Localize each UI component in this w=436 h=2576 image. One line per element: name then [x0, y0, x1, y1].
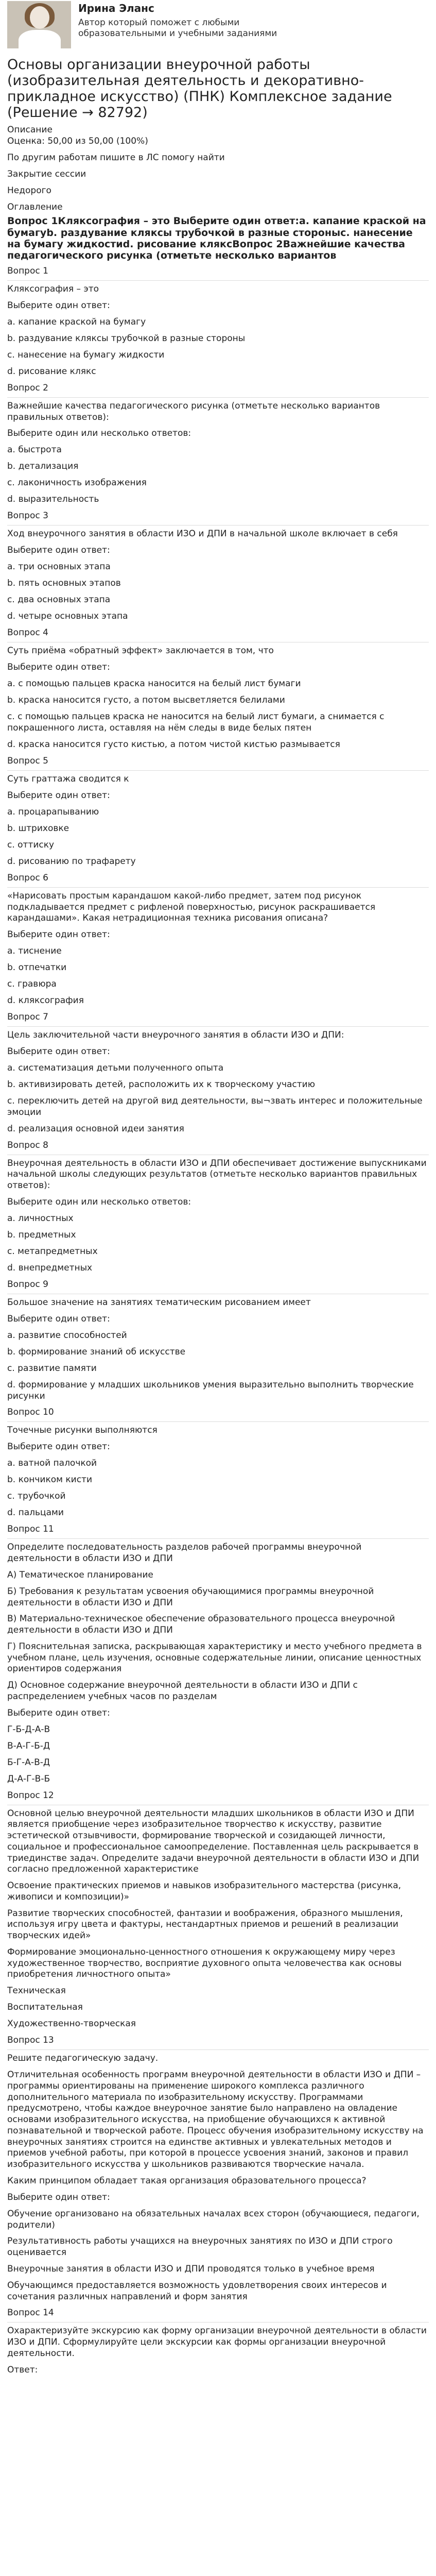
sequence-item: Б) Требования к результатам усвоения обучающимися программы внеурочной деятельности в области ИЗО и ДПИ: [7, 1586, 374, 1608]
answer-option[interactable]: a. развитие способностей: [7, 1330, 127, 1341]
question-number: Вопрос 8: [7, 1140, 48, 1150]
question-10: [7, 1407, 429, 1519]
answer-prompt: Выберите один или несколько ответов:: [7, 428, 191, 439]
question-11: [7, 1524, 429, 1785]
question-divider: [7, 397, 429, 398]
question-number: Вопрос 13: [7, 2035, 54, 2046]
answer-option[interactable]: d. формирование у младших школьников умения выразительно выполнить творческие рисунки: [7, 1379, 414, 1401]
answer-option[interactable]: d. внепредметных: [7, 1262, 93, 1273]
answer-option[interactable]: a. ватной палочкой: [7, 1458, 97, 1469]
question-14: [7, 2308, 429, 2376]
answer-option[interactable]: d. рисование клякс: [7, 366, 96, 377]
toc-summary: Вопрос 1Кляксография – это Выберите один ответ:a. капание краской на бумагуb. раздувание кляксы трубочкой в разные стороныc. нанесение на бумагу жидкостиd. рисование кляксВопрос 2Важнейшие качества педагогического рисунка (отметьте несколько вариантов: [7, 215, 426, 262]
question-12: [7, 1790, 429, 2030]
question-number: Вопрос 7: [7, 1012, 48, 1023]
meta-score: Оценка: 50,00 из 50,00 (100%): [7, 136, 148, 147]
answer-prompt: Выберите один ответ:: [7, 1707, 110, 1718]
author-name[interactable]: Ирина Эланс: [78, 2, 154, 14]
answer-option[interactable]: a. тиснение: [7, 946, 62, 957]
answer-option[interactable]: c. лаконичность изображения: [7, 478, 147, 488]
author-info: [78, 1, 294, 40]
answer-option[interactable]: c. два основных этапа: [7, 595, 111, 605]
question-paragraph: Развитие творческих способностей, фантазии и воображения, образного мышления, используя игру цвета и фактуры, нестандартных приемов и решений в реализации творческих идей»: [7, 1908, 403, 1941]
question-text: Определите последовательность разделов рабочей программы внеурочной деятельности в области ИЗО и ДПИ: [7, 1542, 362, 1564]
answer-option[interactable]: c. переключить детей на другой вид деятельности, вы¬звать интерес и положительные эмоции: [7, 1096, 423, 1117]
answer-option[interactable]: a. личностных: [7, 1213, 74, 1224]
page-title: Основы организации внеурочной работы (изобразительная деятельность и декоративно-прикладное искусство) (ПНК) Комплексное задание (Решение → 82792): [7, 57, 392, 121]
answer-prompt: Выберите один или несколько ответов:: [7, 1196, 191, 1207]
questions-list: [7, 266, 429, 1519]
answer-option[interactable]: b. активизировать детей, расположить их к творческому участию: [7, 1079, 316, 1090]
answer-option[interactable]: a. с помощью пальцев краска наносится на белый лист бумаги: [7, 679, 301, 689]
answer-option[interactable]: d. краска наносится густо кистью, а потом чистой кистью размывается: [7, 739, 340, 750]
question-8: [7, 1140, 429, 1274]
answer-option[interactable]: c. оттиску: [7, 839, 55, 850]
sequence-item: Г) Пояснительная записка, раскрывающая характеристику и место учебного предмета в учебном плане, цель изучения, основные содержательные линии, описание ценностных ориентиров содержания: [7, 1641, 422, 1674]
question-text: «Нарисовать простым карандашом какой-либо предмет, затем под рисунок подкладывается предмет с рифленой поверхностью, рисунок раскрашивается карандашами». Какая нетрадиционная техника рисования описана?: [7, 890, 376, 924]
answer-option[interactable]: c. с помощью пальцев краска не наносится на белый лист бумаги, а снимается с покрашенного листа, оставляя на нём следы в виде белых пятен: [7, 711, 385, 734]
status-session: Закрытие сессии: [7, 169, 86, 180]
question-text: Внеурочная деятельность в области ИЗО и ДПИ обеспечивает достижение выпускниками начальной школы следующих результатов (отметьте несколько вариантов правильных ответов):: [7, 1158, 427, 1191]
question-paragraph: Художественно-творческая: [7, 2019, 136, 2029]
question-text: Ход внеурочного занятия в области ИЗО и ДПИ в начальной школе включает в себя: [7, 529, 398, 539]
answer-option[interactable]: d. четыре основных этапа: [7, 611, 128, 622]
sequence-item: А) Тематическое планирование: [7, 1569, 153, 1580]
sequence-item: В) Материально-техническое обеспечение образовательного процесса внеурочной деятельности в области ИЗО и ДПИ: [7, 1614, 395, 1636]
author-card: [7, 0, 429, 52]
question-text: Кляксография – это: [7, 283, 99, 294]
answer-option[interactable]: c. трубочкой: [7, 1491, 66, 1502]
question-number: Вопрос 6: [7, 872, 48, 883]
answer-option[interactable]: b. кончиком кисти: [7, 1475, 92, 1485]
question-paragraph: Основной целью внеурочной деятельности младших школьников в области ИЗО и ДПИ является приобщение через изобразительное творчество к искусству, развитие эстетической отзывчивости, формирование творческой и созидающей личности, социальное и профессиональное самоопределение. Поставленная цель раскрывается в триединстве задач. Определите задачи внеурочной деятельности в области ИЗО и ДПИ согласно предложенной характеристике: [7, 1808, 420, 1875]
question-divider: [7, 280, 429, 281]
question-number: Вопрос 12: [7, 1790, 54, 1801]
question-text: Суть граттажа сводится к: [7, 773, 129, 784]
notice-text: По другим работам пишите в ЛС помогу найти: [7, 152, 225, 163]
question-number: Вопрос 1: [7, 265, 48, 276]
question-paragraph: Техническая: [7, 1986, 66, 1996]
sequence-item: Д) Основное содержание внеурочной деятельности в области ИЗО и ДПИ с распределением учебных часов по разделам: [7, 1680, 358, 1702]
question-2: [7, 383, 429, 506]
answer-option[interactable]: Б-Г-А-В-Д: [7, 1757, 50, 1768]
question-paragraph: Отличительная особенность программ внеурочной деятельности в области ИЗО и ДПИ – программы ориентированы на применение широкого комплекса различного дополнительного материала по изобразительному искусству. Программами предусмотрено, чтобы каждое внеурочное занятие было направлено на овладение основами изобразительного искусства, на приобщение обучающихся к активной познавательной и творческой работе. Процесс обучения изобразительному искусству на внеурочных занятиях строится на единстве активных и увлекательных методов и приемов учебной работы, при которой в процессе усвоения знаний, законов и правил изобразительного искусства у школьников развиваются творческие начала.: [7, 2070, 424, 2170]
answer-option[interactable]: d. пальцами: [7, 1507, 64, 1518]
question-divider: [7, 887, 429, 888]
question-number: Вопрос 14: [7, 2308, 54, 2318]
question-text: Суть приёма «обратный эффект» заключается в том, что: [7, 646, 274, 656]
answer-option[interactable]: b. отпечатки: [7, 962, 67, 973]
answer-option[interactable]: c. метапредметных: [7, 1246, 98, 1257]
question-4: [7, 628, 429, 751]
answer-option[interactable]: d. рисованию по трафарету: [7, 856, 136, 867]
answer-option[interactable]: b. детализация: [7, 461, 79, 472]
question-number: Вопрос 3: [7, 511, 48, 521]
question-6: [7, 873, 429, 1007]
answer-option[interactable]: b. раздувание кляксы трубочкой в разные стороны: [7, 333, 246, 344]
question-7: [7, 1012, 429, 1135]
question-paragraph: Результативность работы учащихся на внеурочных занятиях по ИЗО и ДПИ строго оценивается: [7, 2236, 393, 2258]
question-number: Вопрос 10: [7, 1407, 54, 1418]
question-paragraph: Выберите один ответ:: [7, 2192, 110, 2202]
answer-prompt: Выберите один ответ:: [7, 1313, 110, 1324]
question-number: Вопрос 9: [7, 1279, 48, 1290]
answer-prompt: Выберите один ответ:: [7, 1046, 110, 1057]
question-text: Точечные рисунки выполняются: [7, 1425, 158, 1436]
author-description: Автор который поможет с любыми образовательными и учебными заданиями: [78, 17, 277, 39]
question-number: Вопрос 4: [7, 628, 48, 638]
question-divider: [7, 1421, 429, 1422]
answer-option[interactable]: c. нанесение на бумагу жидкости: [7, 349, 165, 360]
question-13: [7, 2035, 429, 2302]
question-divider: [7, 770, 429, 771]
answer-option[interactable]: d. выразительность: [7, 494, 99, 505]
answer-option[interactable]: В-А-Г-Б-Д: [7, 1740, 50, 1751]
question-text: Большое значение на занятиях тематическим рисованием имеет: [7, 1297, 311, 1308]
question-paragraph: Воспитательная: [7, 2002, 83, 2013]
answer-option[interactable]: b. предметных: [7, 1229, 76, 1240]
answer-prompt: Выберите один ответ:: [7, 1442, 110, 1452]
meta-description: Описание: [7, 125, 53, 135]
answer-option[interactable]: Г-Б-Д-А-В: [7, 1724, 50, 1735]
answer-prompt: Выберите один ответ:: [7, 790, 110, 801]
author-avatar[interactable]: [7, 1, 71, 48]
question-paragraph: Охарактеризуйте экскурсию как форму организации внеурочной деятельности в области ИЗО и ДПИ. Сформулируйте цели экскурсии как формы организации внеурочной деятельности.: [7, 2326, 427, 2359]
toc-label: Оглавление: [7, 202, 63, 213]
question-paragraph: Каким принципом обладает такая организация образовательного процесса?: [7, 2175, 367, 2186]
answer-prompt: Выберите один ответ:: [7, 545, 110, 556]
question-divider: [7, 525, 429, 526]
answer-option[interactable]: d. кляксография: [7, 995, 84, 1006]
question-1: [7, 266, 429, 378]
question-9: [7, 1279, 429, 1402]
question-paragraph: Обучающимся предоставляется возможность удовлетворения своих интересов и сочетания различных направлений и форм занятия: [7, 2280, 387, 2302]
answer-option[interactable]: b. штриховке: [7, 823, 69, 834]
answer-option[interactable]: a. систематизация детьми полученного опыта: [7, 1063, 224, 1074]
answer-prompt: Выберите один ответ:: [7, 662, 110, 673]
question-paragraph: Ответ:: [7, 2364, 38, 2375]
answer-option[interactable]: b. краска наносится густо, а потом высветляется белилами: [7, 695, 285, 706]
question-text: Важнейшие качества педагогического рисунка (отметьте несколько вариантов правильных ответов):: [7, 400, 380, 422]
question-5: [7, 756, 429, 868]
answer-option[interactable]: a. капание краской на бумагу: [7, 316, 146, 327]
question-number: Вопрос 2: [7, 382, 48, 393]
question-divider: [7, 1026, 429, 1027]
answer-option[interactable]: a. быстрота: [7, 445, 62, 455]
question-3: [7, 511, 429, 622]
answer-option[interactable]: a. процарапыванию: [7, 806, 99, 817]
status-price: Недорого: [7, 185, 51, 196]
answer-option[interactable]: a. три основных этапа: [7, 562, 111, 572]
answer-prompt: Выберите один ответ:: [7, 300, 110, 311]
answer-option[interactable]: b. пять основных этапов: [7, 578, 121, 589]
question-number: Вопрос 5: [7, 755, 48, 766]
answer-option[interactable]: b. формирование знаний об искусстве: [7, 1346, 186, 1357]
question-paragraph: Освоение практических приемов и навыков изобразительного мастерства (рисунка, живописи и композиции)»: [7, 1880, 402, 1902]
question-text: Цель заключительной части внеурочного занятия в области ИЗО и ДПИ:: [7, 1030, 344, 1041]
answer-option[interactable]: c. развитие памяти: [7, 1363, 97, 1374]
answer-option[interactable]: c. гравюра: [7, 979, 57, 990]
answer-option[interactable]: d. реализация основной идеи занятия: [7, 1123, 184, 1134]
question-paragraph: Внеурочные занятия в области ИЗО и ДПИ проводятся только в учебное время: [7, 2263, 375, 2274]
answer-option[interactable]: Д-А-Г-В-Б: [7, 1773, 50, 1784]
question-number: Вопрос 11: [7, 1524, 54, 1535]
question-paragraph: Решите педагогическую задачу.: [7, 2053, 159, 2064]
question-paragraph: Формирование эмоционально-ценностного отношения к окружающему миру через художественное творчество, восприятие духовного опыта человечества как основы приобретения личностного опыта»: [7, 1946, 402, 1980]
answer-prompt: Выберите один ответ:: [7, 929, 110, 940]
question-paragraph: Обучение организовано на обязательных началах всех сторон (обучающиеся, педагоги, родители): [7, 2208, 420, 2230]
